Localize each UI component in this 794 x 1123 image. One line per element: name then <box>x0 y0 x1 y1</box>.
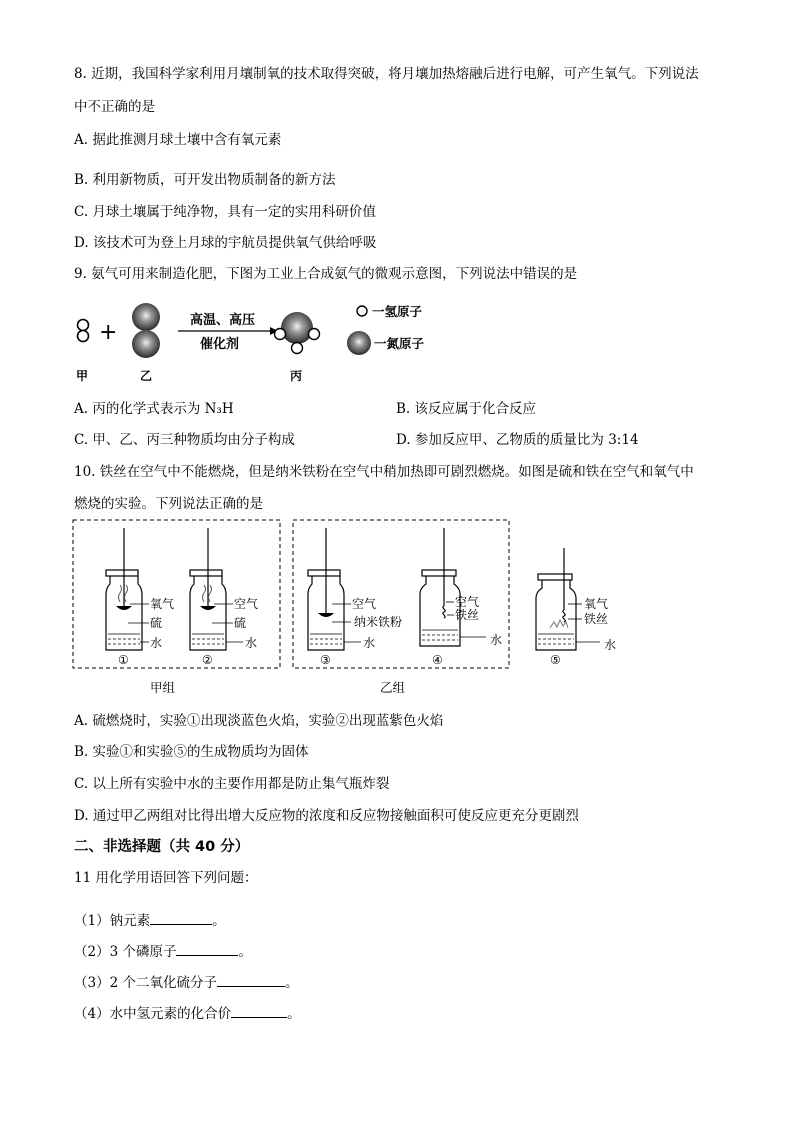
q10-option-c: C. 以上所有实验中水的主要作用都是防止集气瓶炸裂 <box>74 776 390 792</box>
jar-4-icon <box>420 528 460 646</box>
jar2-water-label: 水 <box>245 636 258 650</box>
answer-blank-4[interactable] <box>231 1003 287 1018</box>
q9-option-b: B. 该反应属于化合反应 <box>396 401 537 417</box>
q9-reaction-figure <box>70 294 450 386</box>
q11-stem: 11 用化学用语回答下列问题： <box>74 870 258 886</box>
q11-item-2-text: （2）3 个磷原子 <box>74 944 177 960</box>
jar-2-icon <box>190 528 226 650</box>
jar5-water-label: 水 <box>604 638 617 652</box>
nitrogen-atom-icon <box>347 331 371 355</box>
jar2-number: ② <box>202 653 213 667</box>
jar2-solid-label: 硫 <box>234 616 247 630</box>
q10-stem-line1: 10. 铁丝在空气中不能燃烧，但是纳米铁粉在空气中稍加热即可剧烈燃烧。如图是硫和铁在空气和氧气中 <box>74 464 694 480</box>
q8-option-b: B. 利用新物质，可开发出物质制备的新方法 <box>74 172 336 188</box>
legend-nitrogen: 一氮原子 <box>374 336 425 351</box>
q9-option-d: D. 参加反应甲、乙物质的质量比为 3:14 <box>396 432 639 448</box>
n2-molecule-icon <box>132 303 160 358</box>
jar-3-icon <box>308 528 344 650</box>
label-bing: 丙 <box>290 369 303 383</box>
jar1-solid-label: 硫 <box>150 616 163 630</box>
condition-top: 高温、高压 <box>190 313 256 328</box>
answer-blank-1[interactable] <box>150 910 212 925</box>
q8-option-d: D. 该技术可为登上月球的宇航员提供氧气供给呼吸 <box>74 235 377 251</box>
jar4-gas-label: 空气 <box>455 595 480 609</box>
jar1-number: ① <box>118 653 129 667</box>
q9-stem: 9. 氨气可用来制造化肥，下图为工业上合成氨气的微观示意图，下列说法中错误的是 <box>74 266 578 282</box>
jar-1-icon <box>106 528 142 650</box>
jar3-number: ③ <box>320 653 331 667</box>
jar5-solid-label: 铁丝 <box>584 612 609 626</box>
q11-item-4 <box>74 1003 301 1024</box>
hydrogen-atom-icon <box>357 306 367 316</box>
q11-item-3 <box>74 972 298 993</box>
q10-option-d: D. 通过甲乙两组对比得出增大反应物的浓度和反应物接触面积可使反应更充分更剧烈 <box>74 808 579 824</box>
section-title: 二、非选择题（共 40 分） <box>74 839 250 855</box>
q8-stem-line1: 8. 近期，我国科学家利用月壤制氧的技术取得突破，将月壤加热熔融后进行电解，可产生氧气。下列说法 <box>74 66 699 82</box>
q8-option-c: C. 月球土壤属于纯净物，具有一定的实用科研价值 <box>74 204 376 220</box>
q9-option-c: C. 甲、乙、丙三种物质均由分子构成 <box>74 432 295 448</box>
jar2-gas-label: 空气 <box>234 597 259 611</box>
h2-molecule-icon <box>78 320 89 342</box>
q11-item-3-end: 。 <box>284 975 299 991</box>
q10-option-b: B. 实验①和实验⑤的生成物质均为固体 <box>74 744 309 760</box>
jar1-gas-label: 氧气 <box>150 597 175 611</box>
label-yi: 乙 <box>140 369 153 383</box>
q10-option-a: A. 硫燃烧时，实验①出现淡蓝色火焰，实验②出现蓝紫色火焰 <box>74 713 444 729</box>
group-jia-label: 甲组 <box>150 680 176 695</box>
q10-experiment-figure <box>70 518 640 700</box>
label-jia: 甲 <box>76 369 89 383</box>
q11-item-4-text: （4）水中氢元素的化合价 <box>74 1006 232 1022</box>
group-yi-label: 乙组 <box>380 680 406 695</box>
jar5-number: ⑤ <box>550 653 561 667</box>
q8-stem-line2: 中不正确的是 <box>74 99 155 115</box>
jar4-solid-label: 铁丝 <box>455 608 480 622</box>
q11-item-4-end: 。 <box>287 1006 301 1022</box>
legend-hydrogen: 一氢原子 <box>372 304 423 319</box>
q11-item-3-text: （3）2 个二氧化硫分子 <box>74 975 217 991</box>
jar3-water-label: 水 <box>363 636 376 650</box>
plus-sign: + <box>99 320 118 345</box>
answer-blank-3[interactable] <box>217 972 285 987</box>
q11-item-1-text: （1）钠元素 <box>74 913 151 929</box>
q11-item-1 <box>74 910 226 931</box>
q11-item-2-end: 。 <box>238 944 252 960</box>
jar-5-icon <box>536 548 576 650</box>
jar4-number: ④ <box>432 653 443 667</box>
nh3-molecule-icon <box>275 312 320 354</box>
q9-option-a: A. 丙的化学式表示为 N₃H <box>74 401 234 417</box>
jar4-water-label: 水 <box>490 633 503 647</box>
jar3-gas-label: 空气 <box>352 597 377 611</box>
answer-blank-2[interactable] <box>176 941 238 956</box>
jar3-solid-label: 纳米铁粉 <box>354 615 403 629</box>
jar5-gas-label: 氧气 <box>584 597 609 611</box>
q8-option-a: A. 据此推测月球土壤中含有氧元素 <box>74 132 282 148</box>
q10-stem-line2: 燃烧的实验。下列说法正确的是 <box>74 496 263 512</box>
q11-item-1-end: 。 <box>212 913 226 929</box>
q11-item-2 <box>74 941 252 962</box>
jar1-water-label: 水 <box>150 636 163 650</box>
condition-bottom: 催化剂 <box>200 337 240 352</box>
